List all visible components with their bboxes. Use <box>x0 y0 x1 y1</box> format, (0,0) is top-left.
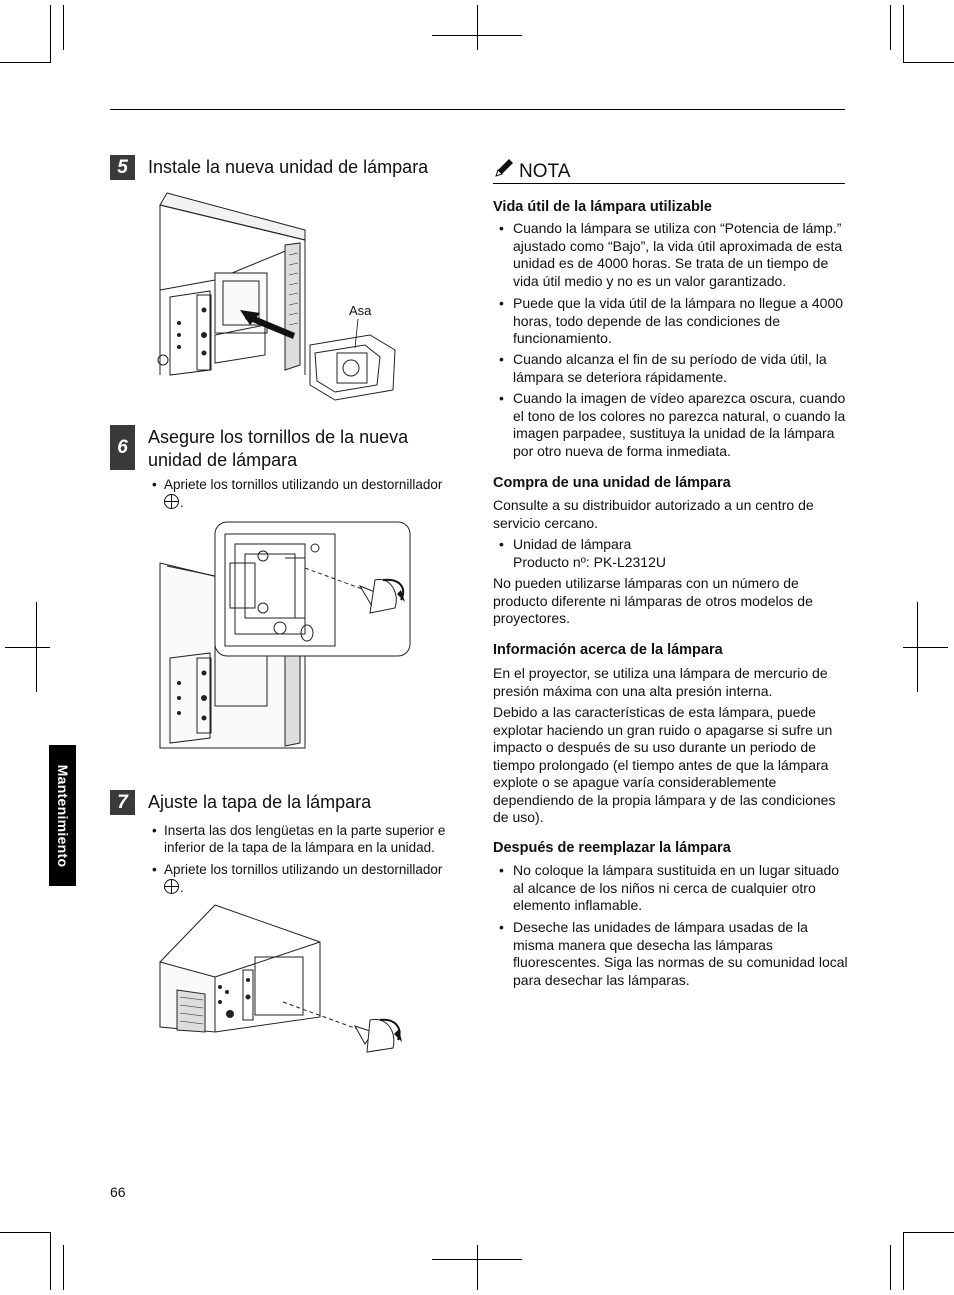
info-heading: Información acerca de la lámpara <box>493 642 723 658</box>
step-6-illustration <box>155 518 415 750</box>
nota-header <box>493 155 845 184</box>
vida-bullet-4: • Cuando la imagen de vídeo aparezca oscura, cuando el tono de los colores no parezca natural, o cuando la imagen parpadee, sustituya la unidad de la lámpara por otro nueva de forma inmediata. <box>499 390 846 459</box>
header-rule <box>110 109 845 110</box>
section-side-tab-label: Mantenimiento <box>54 764 71 867</box>
section-side-tab <box>49 745 76 886</box>
step-7-illustration <box>155 902 415 1067</box>
compra-para-2: No pueden utilizarse lámparas con un número de producto diferente ni lámparas de otros modelos de proyectores. <box>493 575 813 626</box>
vida-bullet-2: • Puede que la vida útil de la lámpara no llegue a 4000 horas, todo depende de las condiciones de funcionamiento. <box>499 295 844 346</box>
step-6-bullet-1-end: . <box>164 494 184 512</box>
pencil-icon <box>493 157 515 179</box>
despues-heading: Después de reemplazar la lámpara <box>493 840 731 856</box>
step-7-bullet-1-line2: inferior de la tapa de la lámpara en la unidad. <box>164 840 435 855</box>
step-6-badge: 6 <box>110 425 135 470</box>
step-6-bullet-1: • Apriete los tornillos utilizando un destornillador <box>152 477 443 492</box>
step-7-bullet-2-end: . <box>164 879 184 897</box>
vida-heading: Vida útil de la lámpara utilizable <box>493 199 712 215</box>
despues-bullet-2: • Deseche las unidades de lámpara usadas de la misma manera que desecha las lámparas fluorescentes. Siga las normas de su comunidad local para desechar las lámparas. <box>499 919 848 988</box>
step-5-badge: 5 <box>110 155 135 180</box>
phillips-screwdriver-icon <box>164 879 179 894</box>
step-7-title: Ajuste la tapa de la lámpara <box>148 792 372 812</box>
nota-label: NOTA <box>519 161 571 182</box>
page-number: 66 <box>110 1184 126 1200</box>
step-6-title-line1: Asegure los tornillos de la nueva <box>148 427 409 447</box>
step-5-illustration <box>155 185 405 405</box>
step-7-bullet-1-line1: • Inserta las dos lengüetas en la parte superior e <box>152 823 446 838</box>
step-5-title: Instale la nueva unidad de lámpara <box>148 157 429 177</box>
compra-bullet-1: • Unidad de lámpara Producto nº: PK-L2312U <box>499 536 666 570</box>
asa-callout: Asa <box>349 303 372 318</box>
step-7-bullet-2: • Apriete los tornillos utilizando un destornillador <box>152 862 443 877</box>
info-para-2: Debido a las características de esta lámpara, puede explotar haciendo un gran ruido o apagarse si sufre un impacto o después de su uso durante un periodo de tiempo prolongado (el tiempo antes de que la lámpara explote o se apague varía considerablemente dependiendo de la propia lámpara y de las condiciones de uso). <box>493 704 836 825</box>
compra-heading: Compra de una unidad de lámpara <box>493 475 731 491</box>
vida-bullet-1: • Cuando la lámpara se utiliza con “Potencia de lámp.” ajustado como “Bajo”, la vida útil aproximada de esta unidad es de 4000 horas. Se trata de un tiempo de vida útil medio y no es un valor garantizado. <box>499 220 843 289</box>
phillips-screwdriver-icon <box>164 494 179 509</box>
compra-para-1: Consulte a su distribuidor autorizado a un centro de servicio cercano. <box>493 497 814 531</box>
step-7-badge: 7 <box>110 790 135 815</box>
step-6-title-line2: unidad de lámpara <box>148 450 298 470</box>
despues-bullet-1: • No coloque la lámpara sustituida en un lugar situado al alcance de los niños ni cerca de cualquier otro elemento inflamable. <box>499 862 840 913</box>
vida-bullet-3: • Cuando alcanza el fin de su período de vida útil, la lámpara se deteriora rápidamente. <box>499 351 827 385</box>
info-para-1: En el proyector, se utiliza una lámpara de mercurio de presión máxima con una alta presión interna. <box>493 665 828 699</box>
